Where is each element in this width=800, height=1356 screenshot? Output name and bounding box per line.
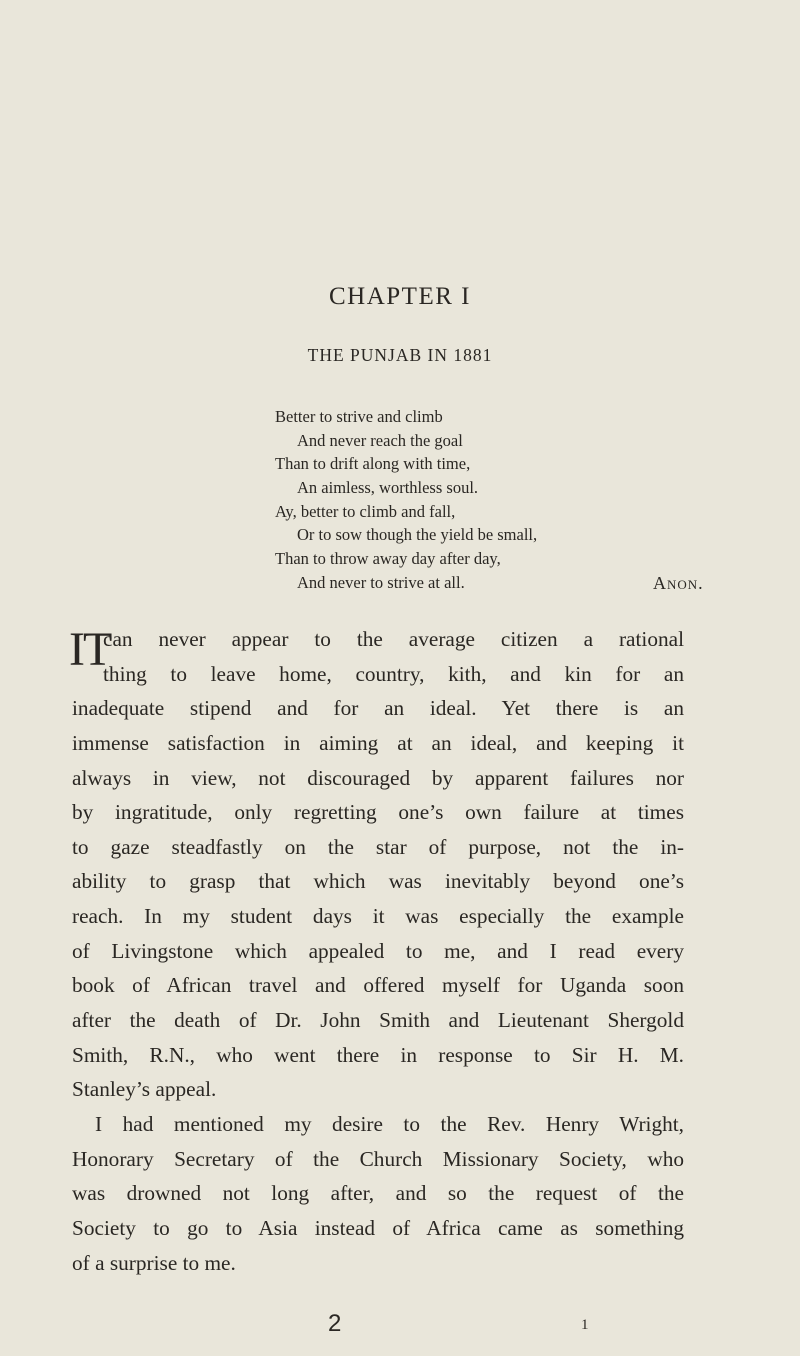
epigraph-line: And never to strive at all.	[297, 572, 465, 592]
body-text	[69, 622, 684, 1280]
epigraph-line: Than to drift along with time,	[275, 454, 471, 474]
epigraph-attribution: Anon.	[653, 572, 704, 593]
page-number: 1	[581, 1317, 589, 1333]
epigraph-line: An aimless, worthless soul.	[297, 478, 479, 498]
text-line: of a surprise to me.	[72, 1250, 236, 1275]
text-line: always in view, not discouraged by apparent failures nor	[72, 765, 684, 790]
chapter-subtitle: THE PUNJAB IN 1881	[307, 345, 493, 365]
epigraph-line: And never reach the goal	[297, 430, 463, 450]
text-line: reach. In my student days it was especially the example	[72, 904, 684, 929]
text-line: inadequate stipend and for an ideal. Yet there is an	[72, 696, 684, 721]
signature-mark: 2	[328, 1310, 342, 1337]
text-line: was drowned not long after, and so the request of the	[72, 1181, 684, 1206]
epigraph-last-line	[275, 571, 704, 595]
epigraph-line: Than to throw away day after day,	[275, 549, 501, 569]
epigraph	[275, 405, 704, 595]
text-line: immense satisfaction in aiming at an ideal, and keeping it	[72, 730, 684, 755]
text-line: I had mentioned my desire to the Rev. Henry Wright,	[95, 1111, 684, 1136]
text-line: thing to leave home, country, kith, and kin for an	[103, 661, 684, 686]
epigraph-line: Ay, better to climb and fall,	[275, 501, 456, 521]
epigraph-line: Or to sow though the yield be small,	[297, 525, 538, 545]
drop-cap: IT	[69, 623, 111, 676]
epigraph-line: Better to strive and climb	[275, 407, 443, 426]
text-line: Honorary Secretary of the Church Missionary Society, who	[72, 1146, 684, 1171]
text-line: Society to go to Asia instead of Africa came as something	[72, 1215, 684, 1240]
text-line: to gaze steadfastly on the star of purpose, not the in-	[72, 834, 684, 859]
text-line: can never appear to the average citizen a rational	[103, 627, 684, 651]
chapter-title: CHAPTER I	[329, 283, 471, 310]
text-line: ability to grasp that which was inevitably beyond one’s	[72, 869, 684, 894]
text-line: after the death of Dr. John Smith and Lieutenant Shergold	[72, 1008, 684, 1033]
text-line: by ingratitude, only regretting one’s own failure at times	[72, 800, 684, 825]
text-line: Smith, R.N., who went there in response to Sir H. M.	[72, 1042, 684, 1067]
text-line: book of African travel and offered myself for Uganda soon	[72, 973, 684, 998]
text-line: Stanley’s appeal.	[72, 1077, 217, 1102]
text-line: of Livingstone which appealed to me, and I read every	[72, 938, 684, 963]
